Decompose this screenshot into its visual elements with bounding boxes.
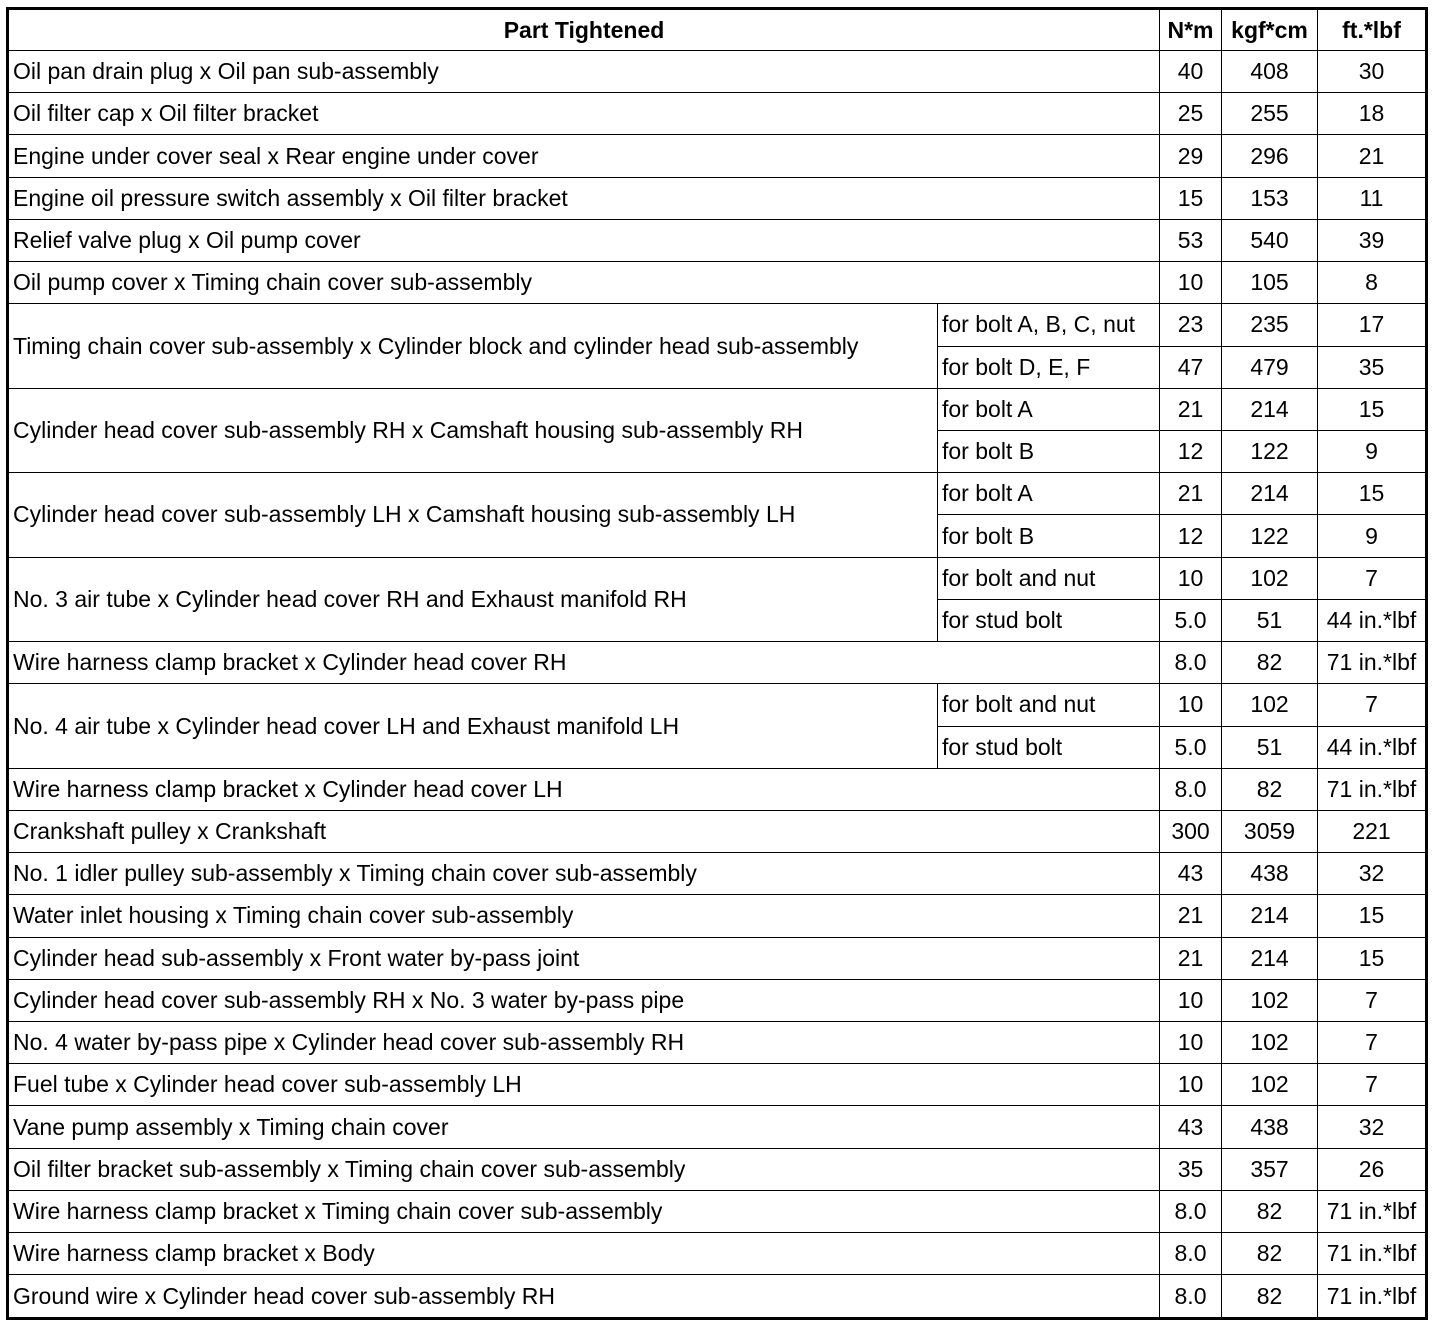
part-name-cell: Oil filter bracket sub-assembly x Timing chain cover sub-assembly (8, 1148, 1160, 1190)
table-row (8, 853, 1427, 895)
header-nm: N*m (1160, 9, 1222, 51)
header-row (8, 9, 1427, 51)
table-row (8, 473, 1427, 515)
kgfcm-value-cell: 438 (1222, 1106, 1318, 1148)
table-row (8, 1022, 1427, 1064)
table-row (8, 937, 1427, 979)
kgfcm-value-cell: 102 (1222, 1022, 1318, 1064)
kgfcm-value-cell: 82 (1222, 1275, 1318, 1319)
part-name-cell: Cylinder head sub-assembly x Front water by-pass joint (8, 937, 1160, 979)
kgfcm-value-cell: 408 (1222, 51, 1318, 93)
ftlbf-value-cell: 9 (1318, 430, 1427, 472)
ftlbf-value-cell: 15 (1318, 937, 1427, 979)
ftlbf-value-cell: 71 in.*lbf (1318, 1233, 1427, 1275)
nm-value-cell: 10 (1160, 1022, 1222, 1064)
part-name-cell: No. 3 air tube x Cylinder head cover RH and Exhaust manifold RH (8, 557, 938, 641)
kgfcm-value-cell: 153 (1222, 177, 1318, 219)
nm-value-cell: 8.0 (1160, 768, 1222, 810)
nm-value-cell: 23 (1160, 304, 1222, 346)
table-row (8, 979, 1427, 1021)
table-row (8, 684, 1427, 726)
nm-value-cell: 5.0 (1160, 599, 1222, 641)
part-name-cell: No. 4 air tube x Cylinder head cover LH and Exhaust manifold LH (8, 684, 938, 768)
part-name-cell: Engine oil pressure switch assembly x Oil filter bracket (8, 177, 1160, 219)
nm-value-cell: 21 (1160, 388, 1222, 430)
condition-cell: for bolt A (938, 473, 1160, 515)
kgfcm-value-cell: 51 (1222, 726, 1318, 768)
table-row (8, 177, 1427, 219)
header-ftlbf: ft.*lbf (1318, 9, 1427, 51)
part-name-cell: Cylinder head cover sub-assembly RH x Camshaft housing sub-assembly RH (8, 388, 938, 472)
nm-value-cell: 47 (1160, 346, 1222, 388)
part-name-cell: Oil pan drain plug x Oil pan sub-assembly (8, 51, 1160, 93)
kgfcm-value-cell: 122 (1222, 430, 1318, 472)
nm-value-cell: 15 (1160, 177, 1222, 219)
kgfcm-value-cell: 357 (1222, 1148, 1318, 1190)
ftlbf-value-cell: 7 (1318, 557, 1427, 599)
part-name-cell: Engine under cover seal x Rear engine under cover (8, 135, 1160, 177)
table-row (8, 262, 1427, 304)
ftlbf-value-cell: 71 in.*lbf (1318, 768, 1427, 810)
kgfcm-value-cell: 102 (1222, 557, 1318, 599)
ftlbf-value-cell: 44 in.*lbf (1318, 599, 1427, 641)
part-name-cell: Cylinder head cover sub-assembly LH x Camshaft housing sub-assembly LH (8, 473, 938, 557)
nm-value-cell: 29 (1160, 135, 1222, 177)
nm-value-cell: 43 (1160, 1106, 1222, 1148)
kgfcm-value-cell: 540 (1222, 219, 1318, 261)
nm-value-cell: 21 (1160, 937, 1222, 979)
ftlbf-value-cell: 71 in.*lbf (1318, 1190, 1427, 1232)
nm-value-cell: 8.0 (1160, 1190, 1222, 1232)
table-row (8, 135, 1427, 177)
header-kgfcm: kgf*cm (1222, 9, 1318, 51)
part-name-cell: Fuel tube x Cylinder head cover sub-assembly LH (8, 1064, 1160, 1106)
part-name-cell: Wire harness clamp bracket x Timing chain cover sub-assembly (8, 1190, 1160, 1232)
condition-cell: for bolt and nut (938, 684, 1160, 726)
table-row (8, 304, 1427, 346)
nm-value-cell: 8.0 (1160, 1275, 1222, 1319)
ftlbf-value-cell: 7 (1318, 1022, 1427, 1064)
ftlbf-value-cell: 7 (1318, 979, 1427, 1021)
kgfcm-value-cell: 102 (1222, 684, 1318, 726)
ftlbf-value-cell: 35 (1318, 346, 1427, 388)
torque-spec-table (6, 7, 1428, 1320)
table-row (8, 1106, 1427, 1148)
nm-value-cell: 10 (1160, 557, 1222, 599)
kgfcm-value-cell: 255 (1222, 93, 1318, 135)
kgfcm-value-cell: 479 (1222, 346, 1318, 388)
nm-value-cell: 21 (1160, 895, 1222, 937)
nm-value-cell: 10 (1160, 979, 1222, 1021)
nm-value-cell: 21 (1160, 473, 1222, 515)
table-row (8, 1275, 1427, 1319)
part-name-cell: Wire harness clamp bracket x Cylinder head cover RH (8, 642, 1160, 684)
table-row (8, 768, 1427, 810)
ftlbf-value-cell: 15 (1318, 473, 1427, 515)
table-row (8, 219, 1427, 261)
nm-value-cell: 5.0 (1160, 726, 1222, 768)
table-row (8, 388, 1427, 430)
kgfcm-value-cell: 438 (1222, 853, 1318, 895)
kgfcm-value-cell: 102 (1222, 1064, 1318, 1106)
nm-value-cell: 12 (1160, 430, 1222, 472)
nm-value-cell: 40 (1160, 51, 1222, 93)
nm-value-cell: 43 (1160, 853, 1222, 895)
ftlbf-value-cell: 39 (1318, 219, 1427, 261)
table-row (8, 1064, 1427, 1106)
condition-cell: for bolt A, B, C, nut (938, 304, 1160, 346)
kgfcm-value-cell: 214 (1222, 895, 1318, 937)
table-row (8, 1190, 1427, 1232)
nm-value-cell: 35 (1160, 1148, 1222, 1190)
ftlbf-value-cell: 71 in.*lbf (1318, 642, 1427, 684)
ftlbf-value-cell: 221 (1318, 810, 1427, 852)
condition-cell: for bolt B (938, 515, 1160, 557)
ftlbf-value-cell: 30 (1318, 51, 1427, 93)
ftlbf-value-cell: 7 (1318, 684, 1427, 726)
table-row (8, 810, 1427, 852)
ftlbf-value-cell: 26 (1318, 1148, 1427, 1190)
table-row (8, 1233, 1427, 1275)
ftlbf-value-cell: 7 (1318, 1064, 1427, 1106)
kgfcm-value-cell: 102 (1222, 979, 1318, 1021)
ftlbf-value-cell: 11 (1318, 177, 1427, 219)
kgfcm-value-cell: 235 (1222, 304, 1318, 346)
ftlbf-value-cell: 18 (1318, 93, 1427, 135)
part-name-cell: Vane pump assembly x Timing chain cover (8, 1106, 1160, 1148)
table-row (8, 93, 1427, 135)
ftlbf-value-cell: 21 (1318, 135, 1427, 177)
condition-cell: for bolt A (938, 388, 1160, 430)
kgfcm-value-cell: 214 (1222, 937, 1318, 979)
kgfcm-value-cell: 51 (1222, 599, 1318, 641)
nm-value-cell: 300 (1160, 810, 1222, 852)
part-name-cell: Wire harness clamp bracket x Body (8, 1233, 1160, 1275)
ftlbf-value-cell: 44 in.*lbf (1318, 726, 1427, 768)
ftlbf-value-cell: 9 (1318, 515, 1427, 557)
table-row (8, 557, 1427, 599)
ftlbf-value-cell: 15 (1318, 895, 1427, 937)
ftlbf-value-cell: 32 (1318, 1106, 1427, 1148)
ftlbf-value-cell: 15 (1318, 388, 1427, 430)
nm-value-cell: 12 (1160, 515, 1222, 557)
ftlbf-value-cell: 17 (1318, 304, 1427, 346)
table-row (8, 895, 1427, 937)
part-name-cell: No. 4 water by-pass pipe x Cylinder head cover sub-assembly RH (8, 1022, 1160, 1064)
nm-value-cell: 8.0 (1160, 642, 1222, 684)
condition-cell: for bolt D, E, F (938, 346, 1160, 388)
nm-value-cell: 8.0 (1160, 1233, 1222, 1275)
nm-value-cell: 10 (1160, 1064, 1222, 1106)
condition-cell: for stud bolt (938, 726, 1160, 768)
kgfcm-value-cell: 214 (1222, 388, 1318, 430)
condition-cell: for stud bolt (938, 599, 1160, 641)
ftlbf-value-cell: 71 in.*lbf (1318, 1275, 1427, 1319)
table-row (8, 642, 1427, 684)
condition-cell: for bolt and nut (938, 557, 1160, 599)
part-name-cell: Relief valve plug x Oil pump cover (8, 219, 1160, 261)
kgfcm-value-cell: 122 (1222, 515, 1318, 557)
nm-value-cell: 10 (1160, 262, 1222, 304)
part-name-cell: Water inlet housing x Timing chain cover sub-assembly (8, 895, 1160, 937)
table-body (8, 51, 1427, 1319)
condition-cell: for bolt B (938, 430, 1160, 472)
kgfcm-value-cell: 296 (1222, 135, 1318, 177)
nm-value-cell: 10 (1160, 684, 1222, 726)
part-name-cell: Oil pump cover x Timing chain cover sub-assembly (8, 262, 1160, 304)
ftlbf-value-cell: 8 (1318, 262, 1427, 304)
ftlbf-value-cell: 32 (1318, 853, 1427, 895)
nm-value-cell: 53 (1160, 219, 1222, 261)
table-row (8, 51, 1427, 93)
part-name-cell: No. 1 idler pulley sub-assembly x Timing chain cover sub-assembly (8, 853, 1160, 895)
part-name-cell: Ground wire x Cylinder head cover sub-assembly RH (8, 1275, 1160, 1319)
part-name-cell: Timing chain cover sub-assembly x Cylinder block and cylinder head sub-assembly (8, 304, 938, 388)
kgfcm-value-cell: 3059 (1222, 810, 1318, 852)
kgfcm-value-cell: 82 (1222, 642, 1318, 684)
kgfcm-value-cell: 105 (1222, 262, 1318, 304)
nm-value-cell: 25 (1160, 93, 1222, 135)
kgfcm-value-cell: 82 (1222, 768, 1318, 810)
table-row (8, 1148, 1427, 1190)
kgfcm-value-cell: 82 (1222, 1233, 1318, 1275)
part-name-cell: Crankshaft pulley x Crankshaft (8, 810, 1160, 852)
part-name-cell: Cylinder head cover sub-assembly RH x No. 3 water by-pass pipe (8, 979, 1160, 1021)
header-part-tightened: Part Tightened (8, 9, 1160, 51)
part-name-cell: Wire harness clamp bracket x Cylinder head cover LH (8, 768, 1160, 810)
kgfcm-value-cell: 214 (1222, 473, 1318, 515)
kgfcm-value-cell: 82 (1222, 1190, 1318, 1232)
part-name-cell: Oil filter cap x Oil filter bracket (8, 93, 1160, 135)
